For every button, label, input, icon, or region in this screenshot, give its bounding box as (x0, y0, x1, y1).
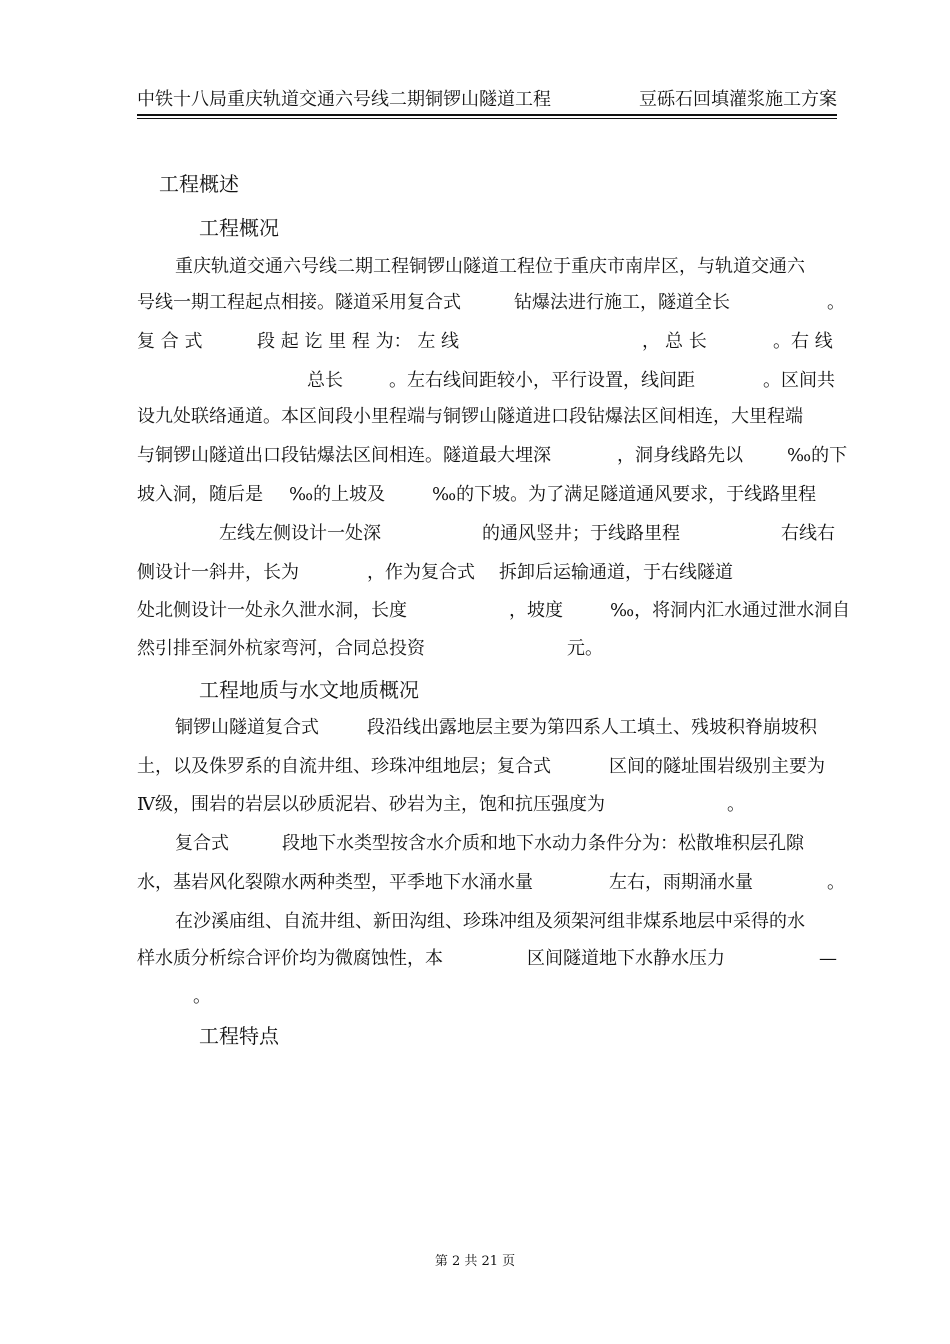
text-segment: 复 合 式 (137, 331, 203, 352)
page-number-footer: 第 2 共 21 页 (434, 1254, 516, 1269)
p2-line2 (137, 754, 837, 780)
text-segment: 重庆轨道交通六号线二期工程铜锣山隧道工程位于重庆市南岸区，与轨道交通六 (175, 256, 805, 277)
heading-level1: 工程概述 (159, 172, 239, 196)
p4-line2 (137, 946, 837, 972)
text-segment: 段地下水类型按含水介质和地下水动力条件分为：松散堆积层孔隙 (282, 833, 804, 854)
text-segment: 右线右 (781, 523, 835, 544)
text-segment: 段沿线出露地层主要为第四系人工填土、残坡积脊崩坡积 (367, 717, 817, 738)
text-segment: 。 (727, 794, 745, 815)
p2-line1 (137, 715, 837, 741)
text-segment: ，作为复合式 (367, 562, 475, 583)
page-header (137, 88, 837, 114)
p4-line1 (137, 909, 837, 935)
text-segment: ‰的下 (787, 445, 848, 466)
p1-line6 (137, 443, 848, 469)
header-rule-thin (137, 118, 837, 119)
heading-project-features: 工程特点 (199, 1024, 279, 1048)
text-segment: 坡入洞，随后是 (137, 484, 263, 505)
text-segment: 土，以及侏罗系的自流井组、珍珠冲组地层；复合式 (137, 756, 551, 777)
text-segment: 。 (193, 986, 211, 1007)
header-document-title: 豆砾石回填灌浆施工方案 (639, 89, 837, 110)
text-segment: 样水质分析综合评价均为微腐蚀性，本 (137, 948, 443, 969)
p1-line1 (137, 254, 837, 280)
text-segment: Ⅳ级，围岩的岩层以砂质泥岩、砂岩为主，饱和抗压强度为 (137, 794, 605, 815)
text-segment: 设九处联络通道。本区间段小里程端与铜锣山隧道进口段钻爆法区间相连，大里程端 (137, 406, 803, 427)
p1-line11 (137, 636, 837, 662)
p1-line7 (137, 482, 837, 508)
text-segment: 。 (827, 872, 845, 893)
p1-line4 (137, 368, 837, 394)
text-segment: 左线左侧设计一处深 (219, 523, 381, 544)
p1-line3 (137, 329, 837, 355)
text-segment: 总 长 (665, 331, 707, 352)
p1-line5 (137, 404, 837, 430)
text-segment: 。左右线间距较小，平行设置，线间距 (389, 370, 695, 391)
p3-line2 (137, 870, 845, 896)
header-project-title: 中铁十八局重庆轨道交通六号线二期铜锣山隧道工程 (137, 89, 551, 110)
text-segment: 与铜锣山隧道出口段钻爆法区间相连。隧道最大埋深 (137, 445, 551, 466)
text-segment: 区间隧道地下水静水压力 (527, 948, 725, 969)
text-segment: 的通风竖井；于线路里程 (482, 523, 680, 544)
text-segment: 区间的隧址围岩级别主要为 (609, 756, 825, 777)
text-segment: 总长 (307, 370, 343, 391)
text-segment: 侧设计一斜井，长为 (137, 562, 299, 583)
text-segment: 铜锣山隧道复合式 (175, 717, 319, 738)
text-segment: ， (642, 331, 660, 352)
text-segment: 。区间共 (763, 370, 835, 391)
header-rule-thick (137, 114, 837, 116)
text-segment: ‰的下坡。为了满足隧道通风要求，于线路里程 (432, 484, 817, 505)
text-segment: 然引排至洞外杭家弯河，合同总投资 (137, 638, 425, 659)
p1-line9 (137, 560, 837, 586)
p1-line10 (137, 598, 851, 624)
text-segment: 元。 (567, 638, 603, 659)
p1-line8 (137, 521, 837, 547)
heading-geology: 工程地质与水文地质概况 (199, 678, 419, 702)
heading-project-overview: 工程概况 (199, 216, 279, 240)
text-segment: ‰，将洞内汇水通过泄水洞自 (610, 600, 851, 621)
text-segment: 水，基岩风化裂隙水两种类型，平季地下水涌水量 (137, 872, 533, 893)
text-segment: 拆卸后运输通道，于右线隧道 (499, 562, 733, 583)
text-segment: 。 (827, 292, 845, 313)
text-segment: 复合式 (175, 833, 229, 854)
text-segment: ‰的上坡及 (289, 484, 386, 505)
text-segment: ，坡度 (509, 600, 563, 621)
text-segment: 钻爆法进行施工，隧道全长 (514, 292, 730, 313)
text-segment: ，洞身线路先以 (617, 445, 743, 466)
p2-line3 (137, 792, 837, 818)
text-segment: — (819, 948, 837, 969)
text-segment: 号线一期工程起点相接。隧道采用复合式 (137, 292, 461, 313)
p1-line2 (137, 290, 845, 316)
text-segment: 左右，雨期涌水量 (609, 872, 753, 893)
p4-line3 (137, 984, 837, 1010)
text-segment: 处北侧设计一处永久泄水洞，长度 (137, 600, 407, 621)
p3-line1 (137, 831, 837, 857)
text-segment: 在沙溪庙组、自流井组、新田沟组、珍珠冲组及须架河组非煤系地层中采得的水 (175, 911, 805, 932)
text-segment: 段 起 讫 里 程 为： 左 线 (257, 331, 460, 352)
text-segment: 。右 线 (773, 331, 833, 352)
